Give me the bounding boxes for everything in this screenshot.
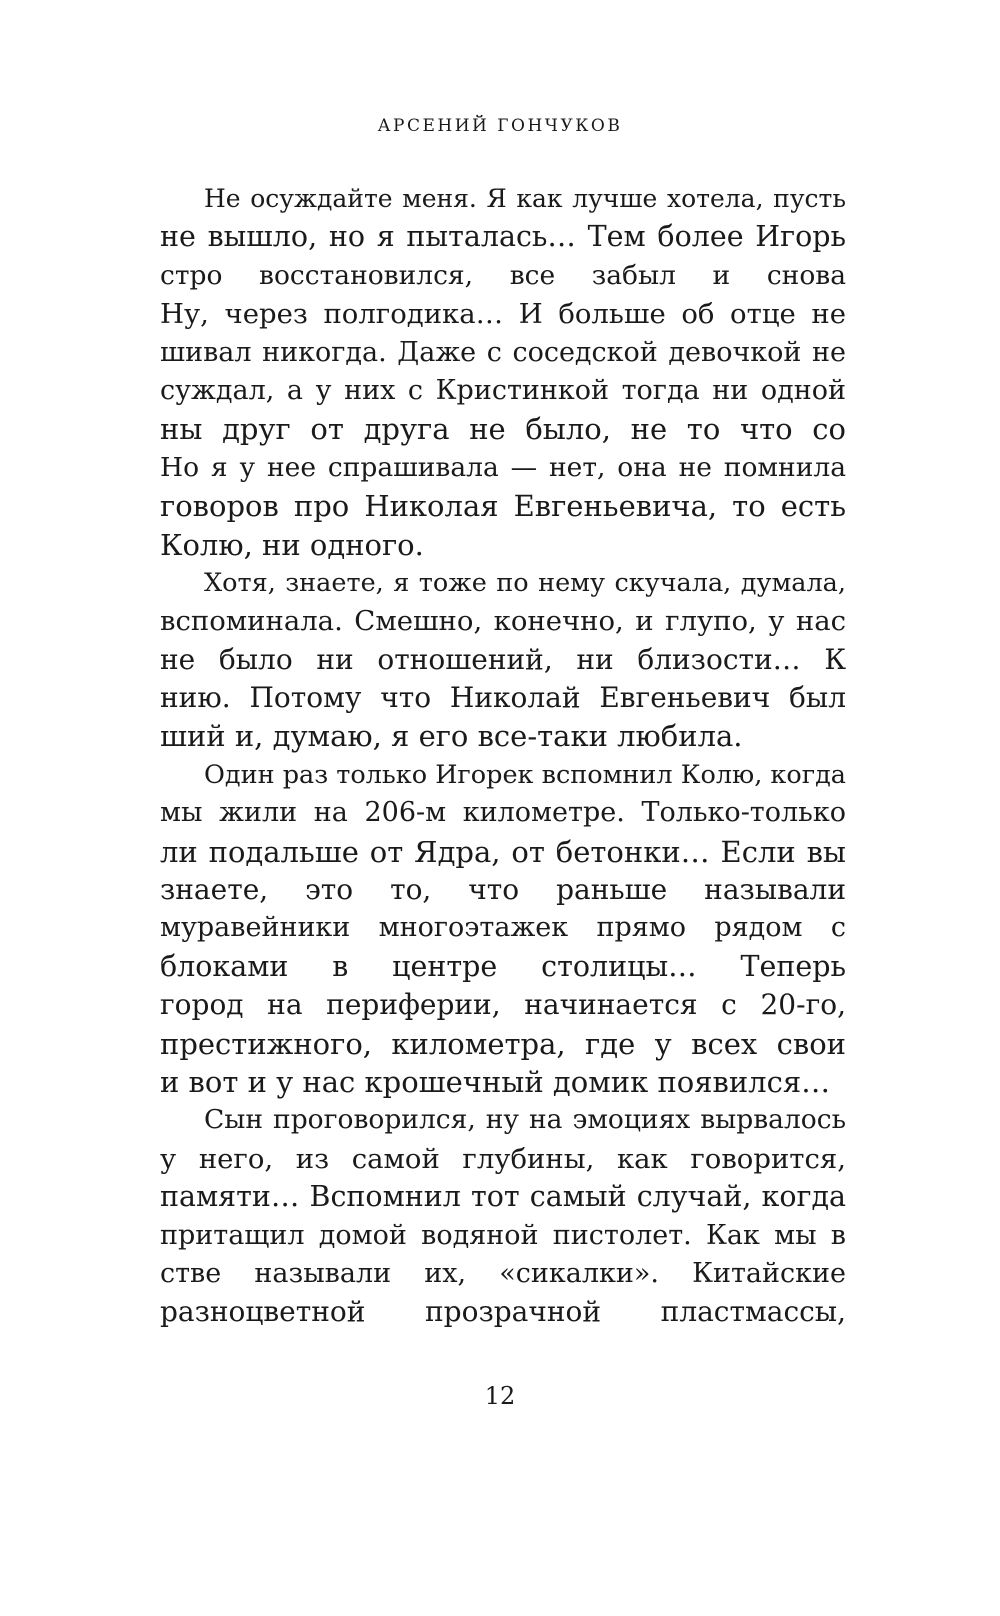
text-line: говоров про Николая Евгеньевича, то есть	[160, 489, 846, 524]
text-line: Один раз только Игорек вспомнил Колю, когда	[204, 759, 846, 790]
text-line: Колю, ни одного.	[160, 527, 424, 562]
text-line: Сын проговорился, ну на эмоциях вырвалось	[204, 1104, 846, 1136]
running-head-author: АРСЕНИЙ ГОНЧУКОВ	[377, 116, 623, 136]
text-line: муравейники многоэтажек прямо рядом с	[160, 912, 846, 944]
text-line: мы жили на 206-м километре. Только-только	[160, 797, 846, 829]
text-line: ны друг от друга не было, не то что со	[160, 412, 846, 447]
text-line: блоками в центре столицы… Теперь	[160, 949, 846, 983]
paragraph	[160, 1101, 846, 1331]
text-line: вспоминала. Смешно, конечно, и глупо, у нас	[160, 605, 846, 638]
text-line: Хотя, знаете, я тоже по нему скучала, думала,	[204, 567, 846, 598]
text-line: притащил домой водяной пистолет. Как мы в	[160, 1219, 846, 1251]
text-line: ший и, думаю, я его все-таки любила.	[160, 719, 743, 754]
text-line: Ну, через полгодика… И больше об отце не	[160, 298, 846, 331]
text-line: Но я у нее спрашивала — нет, она не помнила	[160, 451, 846, 483]
text-line: стве называли их, «сикалки». Китайские	[160, 1257, 846, 1289]
text-line: и вот и у нас крошечный домик появился…	[160, 1064, 831, 1099]
text-line: Не осуждайте меня. Я как лучше хотела, пусть	[204, 184, 846, 213]
paragraph	[160, 756, 846, 1102]
paragraph	[160, 564, 846, 756]
text-line: престижного, километра, где у всех свои	[160, 1026, 846, 1061]
text-line: не вышло, но я пыталась… Тем более Игорь	[160, 220, 846, 254]
text-line: шивал никогда. Даже с соседской девочкой не	[160, 336, 846, 368]
text-line: у него, из самой глубины, как говорится,	[160, 1142, 846, 1175]
text-line: знаете, это то, что раньше называли	[160, 873, 846, 907]
text-line: не было ни отношений, ни близости… К	[160, 642, 846, 676]
text-line: разноцветной прозрачной пластмассы,	[160, 1295, 846, 1329]
text-line: город на периферии, начинается с 20-го,	[160, 988, 846, 1022]
text-line: памяти… Вспомнил тот самый случай, когда	[160, 1180, 846, 1214]
text-line: нию. Потому что Николай Евгеньевич был	[160, 681, 846, 715]
paragraph	[160, 180, 846, 564]
text-line: стро восстановился, все забыл и снова	[160, 259, 846, 291]
page-number: 12	[484, 1382, 516, 1410]
body-text	[160, 180, 846, 1332]
text-line: ли подальше от Ядра, от бетонки… Если вы	[160, 834, 846, 869]
text-line: суждал, а у них с Кристинкой тогда ни одной	[160, 374, 846, 406]
